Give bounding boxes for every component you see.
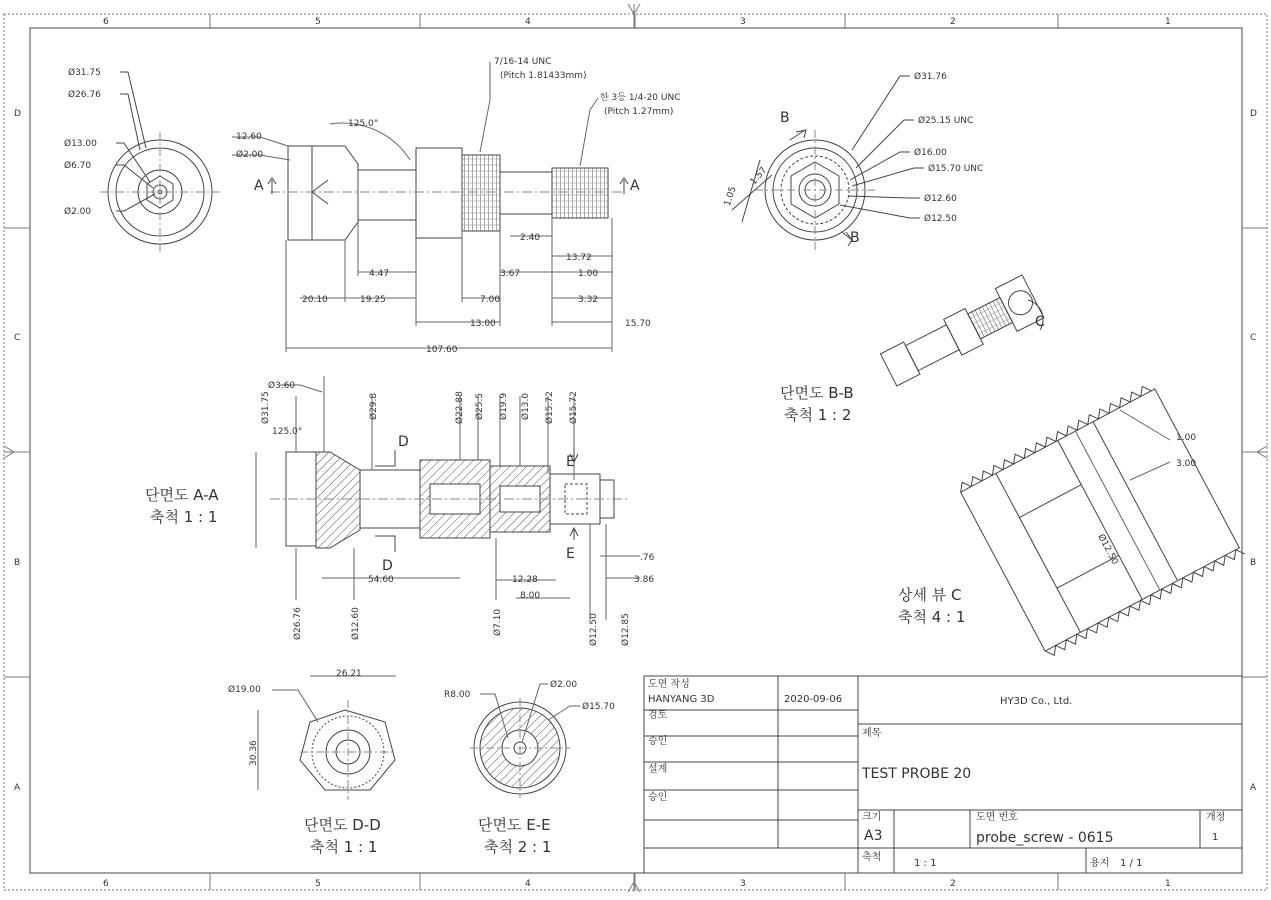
- tb-dwg-no: probe_screw - 0615: [976, 830, 1114, 846]
- aa-top-dim-1: Ø31.75: [261, 391, 271, 424]
- main-view: [232, 57, 681, 355]
- view-b: [723, 71, 984, 250]
- aa-marker-e-top: E: [566, 454, 575, 470]
- aa-top-dim-5: Ø25.5: [475, 392, 485, 420]
- main-dim-d6: 3.67: [500, 269, 521, 279]
- end-dim-2: Ø13.00: [64, 139, 97, 149]
- aa-bottom-dim-7: Ø12.85: [621, 613, 631, 646]
- aa-bottom-dim-8: .76: [640, 553, 655, 563]
- main-dim-d11: 15.70: [625, 319, 651, 329]
- section-bb-marker: C: [1035, 314, 1045, 330]
- main-dim-chamfer-b: Ø2.00: [236, 150, 264, 160]
- aa-marker-d-top: D: [398, 434, 409, 450]
- main-dim-chamfer-a: 12.60: [236, 132, 262, 142]
- zone-letters-left: [14, 109, 21, 793]
- tb-approve-label: 승인: [648, 736, 668, 747]
- tb-sheet-label: 용지: [1090, 858, 1110, 869]
- ee-dim-2: Ø15.70: [582, 702, 615, 712]
- view-b-dim-3: Ø15.70 UNC: [928, 164, 984, 174]
- aa-top-dim-7: Ø13.0: [521, 392, 531, 420]
- section-dd: [228, 669, 396, 856]
- aa-bottom-dim-9: 3.86: [634, 575, 655, 585]
- tb-dwg-label: 도면 번호: [976, 812, 1018, 823]
- section-bb: [780, 275, 1045, 424]
- inner-frame: [30, 28, 1242, 873]
- zone-bottom-4: 3: [740, 879, 746, 889]
- section-ee-scale: 축척 2 : 1: [484, 838, 552, 856]
- view-b-dim-4: Ø12.60: [924, 194, 957, 204]
- tb-date: 2020-09-06: [784, 694, 843, 705]
- tb-row-label-1: 승인: [648, 792, 668, 803]
- view-b-dim-5: Ø12.50: [924, 214, 957, 224]
- aa-bottom-dim-3: Ø7.10: [493, 608, 503, 636]
- aa-bottom-dim-6: Ø12.50: [589, 613, 599, 646]
- aa-top-dim-0: Ø3.60: [268, 381, 296, 391]
- tb-scale: 1 : 1: [914, 858, 937, 869]
- tb-size-label: 크기: [862, 812, 882, 823]
- main-dim-d5: 13.00: [470, 319, 496, 329]
- section-dd-scale: 축척 1 : 1: [310, 838, 378, 856]
- main-dim-d1: 4.47: [369, 269, 390, 279]
- detail-c-scale: 축척 4 : 1: [898, 608, 966, 626]
- section-aa-title: 단면도 A-A: [145, 486, 219, 504]
- aa-top-dim-3: Ø29.8: [369, 392, 379, 420]
- dd-dim-0: Ø19.00: [228, 685, 261, 695]
- main-dim-d2: 20.10: [302, 295, 328, 305]
- zone-letters-right: [1250, 109, 1257, 793]
- view-b-side-dim-1: 1.05: [722, 185, 739, 208]
- detail-c-dim-0: 1.00: [1176, 433, 1197, 443]
- zone-top-1: 6: [103, 17, 109, 27]
- zone-numbers-top: [103, 17, 1171, 27]
- section-ee: [444, 679, 615, 856]
- thread-note-1-line-2: (Pitch 1.81433mm): [500, 71, 587, 81]
- detail-c-dim-1: 3.00: [1176, 459, 1197, 469]
- section-marker-a-left: A: [254, 178, 264, 194]
- detail-c-title: 상세 뷰 C: [898, 586, 962, 604]
- end-dim-0: Ø31.75: [68, 68, 101, 78]
- view-b-dim-1: Ø25.15 UNC: [918, 116, 974, 126]
- ee-dim-1: Ø2.00: [550, 680, 578, 690]
- view-b-dim-2: Ø16.00: [914, 148, 947, 158]
- aa-bottom-dim-0: Ø26.76: [293, 607, 303, 640]
- view-b-dim-0: Ø31.76: [914, 72, 947, 82]
- aa-bottom-dim-1: Ø12.60: [351, 607, 361, 640]
- zone-bottom-2: 5: [315, 879, 321, 889]
- main-dim-overall: 107.60: [426, 345, 458, 355]
- tb-rev: 1: [1212, 832, 1219, 843]
- aa-top-dim-6: Ø19.9: [499, 392, 509, 420]
- tb-company: HY3D Co., Ltd.: [1000, 696, 1073, 707]
- aa-bottom-dim-4: 12.28: [512, 575, 538, 585]
- zone-top-6: 1: [1165, 17, 1171, 27]
- main-dim-d3: 19.25: [360, 295, 386, 305]
- tb-size: A3: [864, 828, 883, 844]
- zone-bottom-5: 2: [950, 879, 956, 889]
- thread-note-2-line-2: (Pitch 1.27mm): [604, 107, 674, 117]
- end-view: [64, 67, 220, 252]
- section-dd-title: 단면도 D-D: [304, 816, 381, 834]
- centering-marks: [4, 4, 1267, 892]
- dd-dim-1: 26.21: [336, 669, 362, 679]
- end-dim-4: Ø2.00: [64, 207, 92, 217]
- zone-bottom-6: 1: [1165, 879, 1171, 889]
- section-marker-a-right: A: [630, 178, 640, 194]
- thread-note-1-line-1: 7/16-14 UNC: [494, 57, 552, 67]
- view-b-marker-top: B: [780, 110, 790, 126]
- dd-dim-2: 30.36: [249, 740, 259, 766]
- thread-note-2-line-1: 한 3등 1/4-20 UNC: [600, 93, 681, 103]
- detail-c: [898, 381, 1245, 658]
- aa-top-dim-2: 125.0°: [272, 427, 303, 437]
- section-bb-scale: 축척 1 : 2: [784, 406, 852, 424]
- end-dim-1: Ø26.76: [68, 90, 101, 100]
- tb-title: TEST PROBE 20: [862, 766, 972, 782]
- aa-marker-d-bottom: D: [382, 558, 393, 574]
- main-dim-d8: 13.72: [566, 253, 592, 263]
- tb-row-label-0: 설계: [648, 764, 668, 775]
- outer-frame: [4, 14, 1267, 890]
- zone-right-c: C: [1250, 333, 1257, 343]
- zone-right-a: A: [1250, 783, 1257, 793]
- section-aa: [145, 376, 655, 646]
- zone-top-5: 2: [950, 17, 956, 27]
- end-dim-3: Ø6.70: [64, 161, 92, 171]
- zone-left-a: A: [14, 783, 21, 793]
- title-block: [644, 676, 1242, 873]
- aa-top-dim-8: Ø15.72: [545, 391, 555, 424]
- zone-left-c: C: [14, 333, 21, 343]
- zone-right-d: D: [1250, 109, 1257, 119]
- tb-drawn-label: 도면 작성: [648, 679, 690, 690]
- tb-rev-label: 개정: [1206, 812, 1226, 823]
- view-b-side-dim-0: 1.57: [748, 165, 770, 188]
- aa-bottom-dim-2: 54.60: [368, 575, 394, 585]
- main-dim-d4: 7.00: [480, 295, 501, 305]
- zone-top-3: 4: [525, 17, 531, 27]
- main-dim-d9: 1.00: [578, 269, 599, 279]
- tb-sheet: 1 / 1: [1120, 858, 1143, 869]
- main-dim-d7: 2.40: [520, 233, 541, 243]
- detail-c-dim-2: Ø12.50: [1095, 532, 1120, 567]
- tb-scale-label: 축척: [862, 852, 882, 863]
- aa-bottom-dim-5: 8.00: [520, 591, 541, 601]
- tb-check-label: 검토: [648, 710, 668, 721]
- zone-left-d: D: [14, 109, 21, 119]
- zone-bottom-3: 4: [525, 879, 531, 889]
- zone-top-4: 3: [740, 17, 746, 27]
- zone-right-b: B: [1250, 558, 1257, 568]
- aa-top-dim-4: Ø22.88: [455, 391, 465, 424]
- zone-left-b: B: [14, 558, 21, 568]
- section-aa-scale: 축척 1 : 1: [150, 508, 218, 526]
- section-bb-title: 단면도 B-B: [780, 384, 854, 402]
- view-b-marker-bottom: B: [850, 230, 860, 246]
- tb-drawn-by: HANYANG 3D: [648, 694, 715, 705]
- ee-dim-0: R8.00: [444, 690, 471, 700]
- section-ee-title: 단면도 E-E: [478, 816, 551, 834]
- aa-marker-e-bottom: E: [566, 546, 575, 562]
- zone-bottom-1: 6: [103, 879, 109, 889]
- zone-top-2: 5: [315, 17, 321, 27]
- tb-title-label: 제목: [862, 728, 882, 739]
- main-dim-angle: 125.0°: [348, 119, 379, 129]
- aa-top-dim-9: Ø15.72: [569, 391, 579, 424]
- zone-ticks: [4, 14, 1267, 890]
- main-dim-d10: 3.32: [578, 295, 599, 305]
